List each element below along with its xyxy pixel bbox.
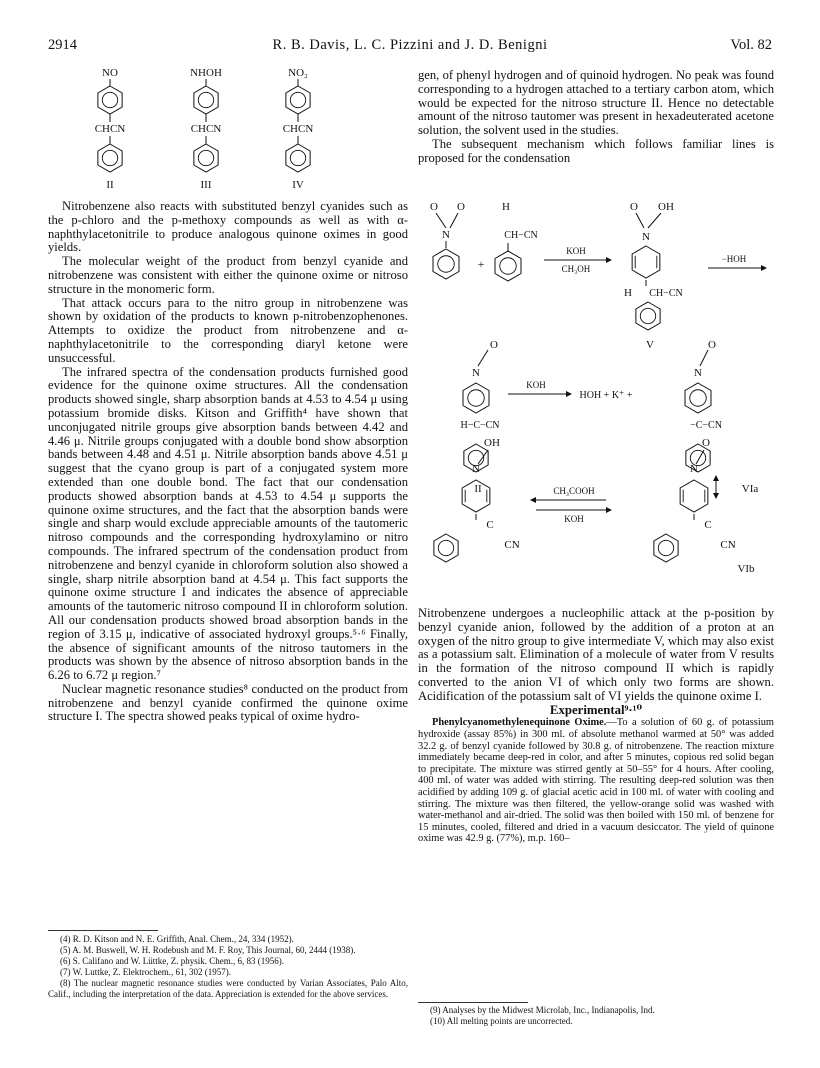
benzene-ring — [685, 383, 711, 413]
aromatic-circle — [102, 150, 117, 165]
atom-label: O — [702, 437, 710, 449]
atom-label: C — [704, 519, 712, 531]
left-paragraph: The infrared spectra of the condensation products furnished good evidence for the quinone oxime structures. All the condensation products showed single, sharp absorption bands at 4.53 to 4.54 μ using potassium bromide disks. Kitson and Griffith⁴ have shown that unconjugated nitrile groups give absorption bands between 4.42 and 4.46 μ. Nitrile groups conjugated with a double bond show absorption bands between 4.48 and 4.51 μ. Nitrile absorption bands above 4.51 μ suggest that the cyano group is part of a conjugated system more extended than one double bond. The fact that our condensation products showed absorption bands at 4.53 to 4.54 μ supports the quinone oxime structures, and the fact that the absorption bands were single and sharp would exclude appreciable amounts of the tautomeric nitroso compounds and the corresponding hydroxylamino or nitro compounds. The infrared spectrum of the condensation product from nitrobenzene and benzyl cyanide in chloroform solution also showed a single, sharp nitrile absorption band at 4.54 μ. This fact supports the quinone oxime structure I and indicates the absence of appreciable amounts of the tautomeric nitroso compound II in chloroform solution. All our condensation products showed broad absorption bands in the region of 3.15 μ, indicative of associated hydroxyl groups.⁵·⁶ Finally, the absence of significant amounts of the nitroso tautomers in the products was shown by the absence of nitroso absorption bands in the 6.26 to 6.72 μ region.⁷ — [48, 364, 408, 683]
experimental-body: —To a solution of 60 g. of potassium hydroxide (assay 85%) in 300 ml. of absolute methanol warmed at 50° was added 32.2 g. of benzyl cyanide followed by 30.8 g. of nitrobenzene. The reaction mixture immediately became deep-red in color, and after 5 minutes, copious red solid began to precipitate. The mixture was stirred gently at 50–55° for 4 hours. After cooling, 400 ml. of water was added with stirring. The resulting deep-red solution was then acidified by adding 109 g. of glacial acetic acid in 100 ml. of water with cooling and stirring. The mixture was then filtered, the yellow-orange solid was washed with water-methanol and air-dried. The solid was then boiled with 150 ml. of benzene for 15 minutes, cooled, filtered and dried in a vacuum desiccator. The yield of quinone oxime was 42.9 g. (77%), m.p. 160– — [418, 717, 774, 845]
left-paragraph: The molecular weight of the product from benzyl cyanide and nitrobenzene was consistent with either the quinone oxime or nitroso structure in the monomeric form. — [48, 254, 408, 296]
page-header — [48, 37, 772, 57]
atom-label: CN — [720, 539, 736, 551]
aromatic-circle — [290, 92, 305, 107]
running-authors: R. B. Davis, L. C. Pizzini and J. D. Benigni — [272, 37, 548, 53]
aromatic-circle — [198, 92, 213, 107]
right-column-top — [418, 69, 774, 166]
bond — [696, 450, 704, 464]
solvent-label: CH₃OH — [561, 264, 591, 274]
footnote: (6) S. Califano and W. Lüttke, Z. physik. Chem., 6, 83 (1956). — [60, 956, 284, 966]
bond — [478, 350, 488, 366]
compound-label: II — [106, 179, 114, 191]
footnote: (9) Analyses by the Midwest Microlab, Inc., Indianapolis, Ind. — [430, 1005, 655, 1015]
benzene-ring — [680, 480, 708, 512]
benzene-ring — [433, 249, 459, 279]
arrow-head — [606, 507, 612, 513]
bridge-label: CHCN — [94, 123, 126, 135]
experimental-text — [418, 717, 774, 845]
experimental-heading: Experimental⁹·¹⁰ — [549, 702, 643, 717]
mechanism-scheme — [416, 198, 776, 598]
right-footnotes — [418, 1005, 774, 1027]
reagent-label: KOH — [564, 514, 584, 524]
aromatic-circle — [468, 390, 485, 407]
benzene-ring — [194, 144, 218, 172]
aromatic-circle — [500, 258, 517, 275]
structures-II-III-IV — [48, 64, 418, 194]
arrow-head — [713, 493, 719, 499]
atom-label: C — [486, 519, 494, 531]
plus-sign: + — [477, 257, 485, 271]
atom-label: O — [630, 201, 638, 213]
atom-label: O — [457, 201, 465, 213]
footnote: (5) A. M. Buswell, W. H. Rodebush and M. F. Roy, This Journal, 60, 2444 (1938). — [60, 945, 356, 955]
substituent-label: NO₂ — [288, 67, 308, 79]
benzene-ring — [636, 302, 660, 330]
group-label: −C−CN — [690, 420, 722, 431]
atom-label: H — [502, 201, 510, 213]
footnote-rule-left — [48, 930, 158, 931]
benzene-ring — [98, 86, 122, 114]
bond — [450, 213, 458, 228]
benzene-ring — [194, 86, 218, 114]
footnote-rule-right — [418, 1002, 528, 1003]
aromatic-circle — [640, 308, 655, 323]
atom-label: N — [472, 367, 480, 379]
right-paragraph: Nitrobenzene undergoes a nucleophilic attack at the p-position by benzyl cyanide anion, followed by the addition of a proton at an oxygen of the nitro group to give intermediate V, which may also exist as a potassium salt. Elimination of a molecule of water from V results in the formation of the nitroso compound II which is rapidly converted to the anion VI of which only two forms are shown. Acidification of the potassium salt of VI yields the quinone oxime I. — [418, 606, 774, 703]
benzene-ring — [434, 534, 458, 562]
footnote: (8) The nuclear magnetic resonance studies were conducted by Varian Associates, Palo Alto, Calif., including the interpretation of the data. Appreciation is extended for the above services. — [48, 978, 408, 999]
atom-label: O — [430, 201, 438, 213]
compound-label: II — [474, 483, 482, 495]
aromatic-circle — [102, 92, 117, 107]
atom-label: OH — [658, 201, 674, 213]
benzene-ring — [286, 86, 310, 114]
left-paragraph: Nuclear magnetic resonance studies⁸ conducted on the product from nitrobenzene and benzyl cyanide confirmed the quinone oxime structure I. The spectra showed peaks typical of oxime hydro- — [48, 681, 408, 724]
arrow-head — [566, 391, 572, 397]
atom-label: N — [442, 229, 450, 241]
right-paragraph: gen, of phenyl hydrogen and of quinoid hydrogen. No peak was found corresponding to a hydrogen attached to a tertiary carbon atom, which would be expected for the nitroso structure II. Hence no detectable amount of the nitroso tautomer was present in hexadeuterated acetone solution, the solvent used in the studies. — [418, 68, 774, 138]
atom-label: O — [708, 339, 716, 351]
arrow-head — [713, 475, 719, 481]
footnote: (10) All melting points are uncorrected. — [430, 1016, 573, 1026]
reagent-label: KOH — [566, 246, 586, 256]
arrow-head — [530, 497, 536, 503]
left-paragraph: Nitrobenzene also reacts with substituted benzyl cyanides such as the p-chloro and the p-methoxy compounds as well as with α-naphthylacetonitrile to produce analogous quinone oximes in good yields. — [48, 199, 408, 255]
benzene-ring — [654, 534, 678, 562]
reagent-label: KOH — [526, 380, 546, 390]
left-paragraph: That attack occurs para to the nitro group in nitrobenzene was shown by oxidation of the products to known p-nitrobenzophenones. Attempts to oxidize the product from nitrobenzene and α-naphthylacetonitrile to the corresponding diaryl ketone were unsuccessful. — [48, 295, 408, 365]
bond — [648, 213, 661, 228]
left-footnotes — [48, 934, 408, 1000]
volume-label: Vol. 82 — [730, 37, 772, 53]
compound-label: VIb — [737, 563, 755, 575]
right-column-mid — [418, 607, 774, 845]
group-label: CH−CN — [649, 288, 683, 299]
atom-label: N — [690, 463, 698, 475]
bridge-label: CHCN — [190, 123, 222, 135]
group-label: H−C−CN — [460, 420, 500, 431]
page-number: 2914 — [48, 37, 77, 53]
footnote: (4) R. D. Kitson and N. E. Griffith, Anal. Chem., 24, 334 (1952). — [60, 934, 294, 944]
footnote: (7) W. Luttke, Z. Elektrochem., 61, 302 (1957). — [60, 967, 231, 977]
left-column — [48, 200, 408, 724]
group-label: CH−CN — [504, 230, 538, 241]
compound-label: V — [646, 339, 654, 351]
aromatic-circle — [658, 540, 673, 555]
bond — [636, 213, 644, 228]
benzene-ring — [463, 383, 489, 413]
aromatic-circle — [690, 390, 707, 407]
benzene-ring — [286, 144, 310, 172]
atom-label: OH — [484, 437, 500, 449]
benzene-ring — [98, 144, 122, 172]
right-paragraph: The subsequent mechanism which follows familiar lines is proposed for the condensation — [418, 136, 774, 165]
benzene-ring — [495, 251, 521, 281]
compound-label: III — [200, 179, 212, 191]
reagent-label: −HOH — [721, 254, 747, 264]
benzene-ring — [632, 246, 660, 278]
arrow-head — [606, 257, 612, 263]
substituent-label: NHOH — [190, 67, 222, 79]
bridge-label: CHCN — [282, 123, 314, 135]
substituent-label: NO — [102, 67, 118, 79]
bond — [436, 213, 446, 228]
atom-label: O — [490, 339, 498, 351]
products-label: HOH + K⁺ + — [579, 390, 633, 401]
atom-label: H — [624, 287, 632, 299]
aromatic-circle — [438, 256, 455, 273]
aromatic-circle — [438, 540, 453, 555]
atom-label: CN — [504, 539, 520, 551]
reagent-label: CH₃COOH — [553, 486, 595, 496]
compound-label: IV — [292, 179, 304, 191]
arrow-head — [761, 265, 767, 271]
compound-label: VIa — [741, 483, 759, 495]
atom-label: N — [472, 463, 480, 475]
aromatic-circle — [290, 150, 305, 165]
atom-label: N — [694, 367, 702, 379]
experimental-title: Phenylcyanomethylenequinone Oxime. — [432, 717, 607, 729]
atom-label: N — [642, 231, 650, 243]
aromatic-circle — [198, 150, 213, 165]
bond — [700, 350, 708, 366]
